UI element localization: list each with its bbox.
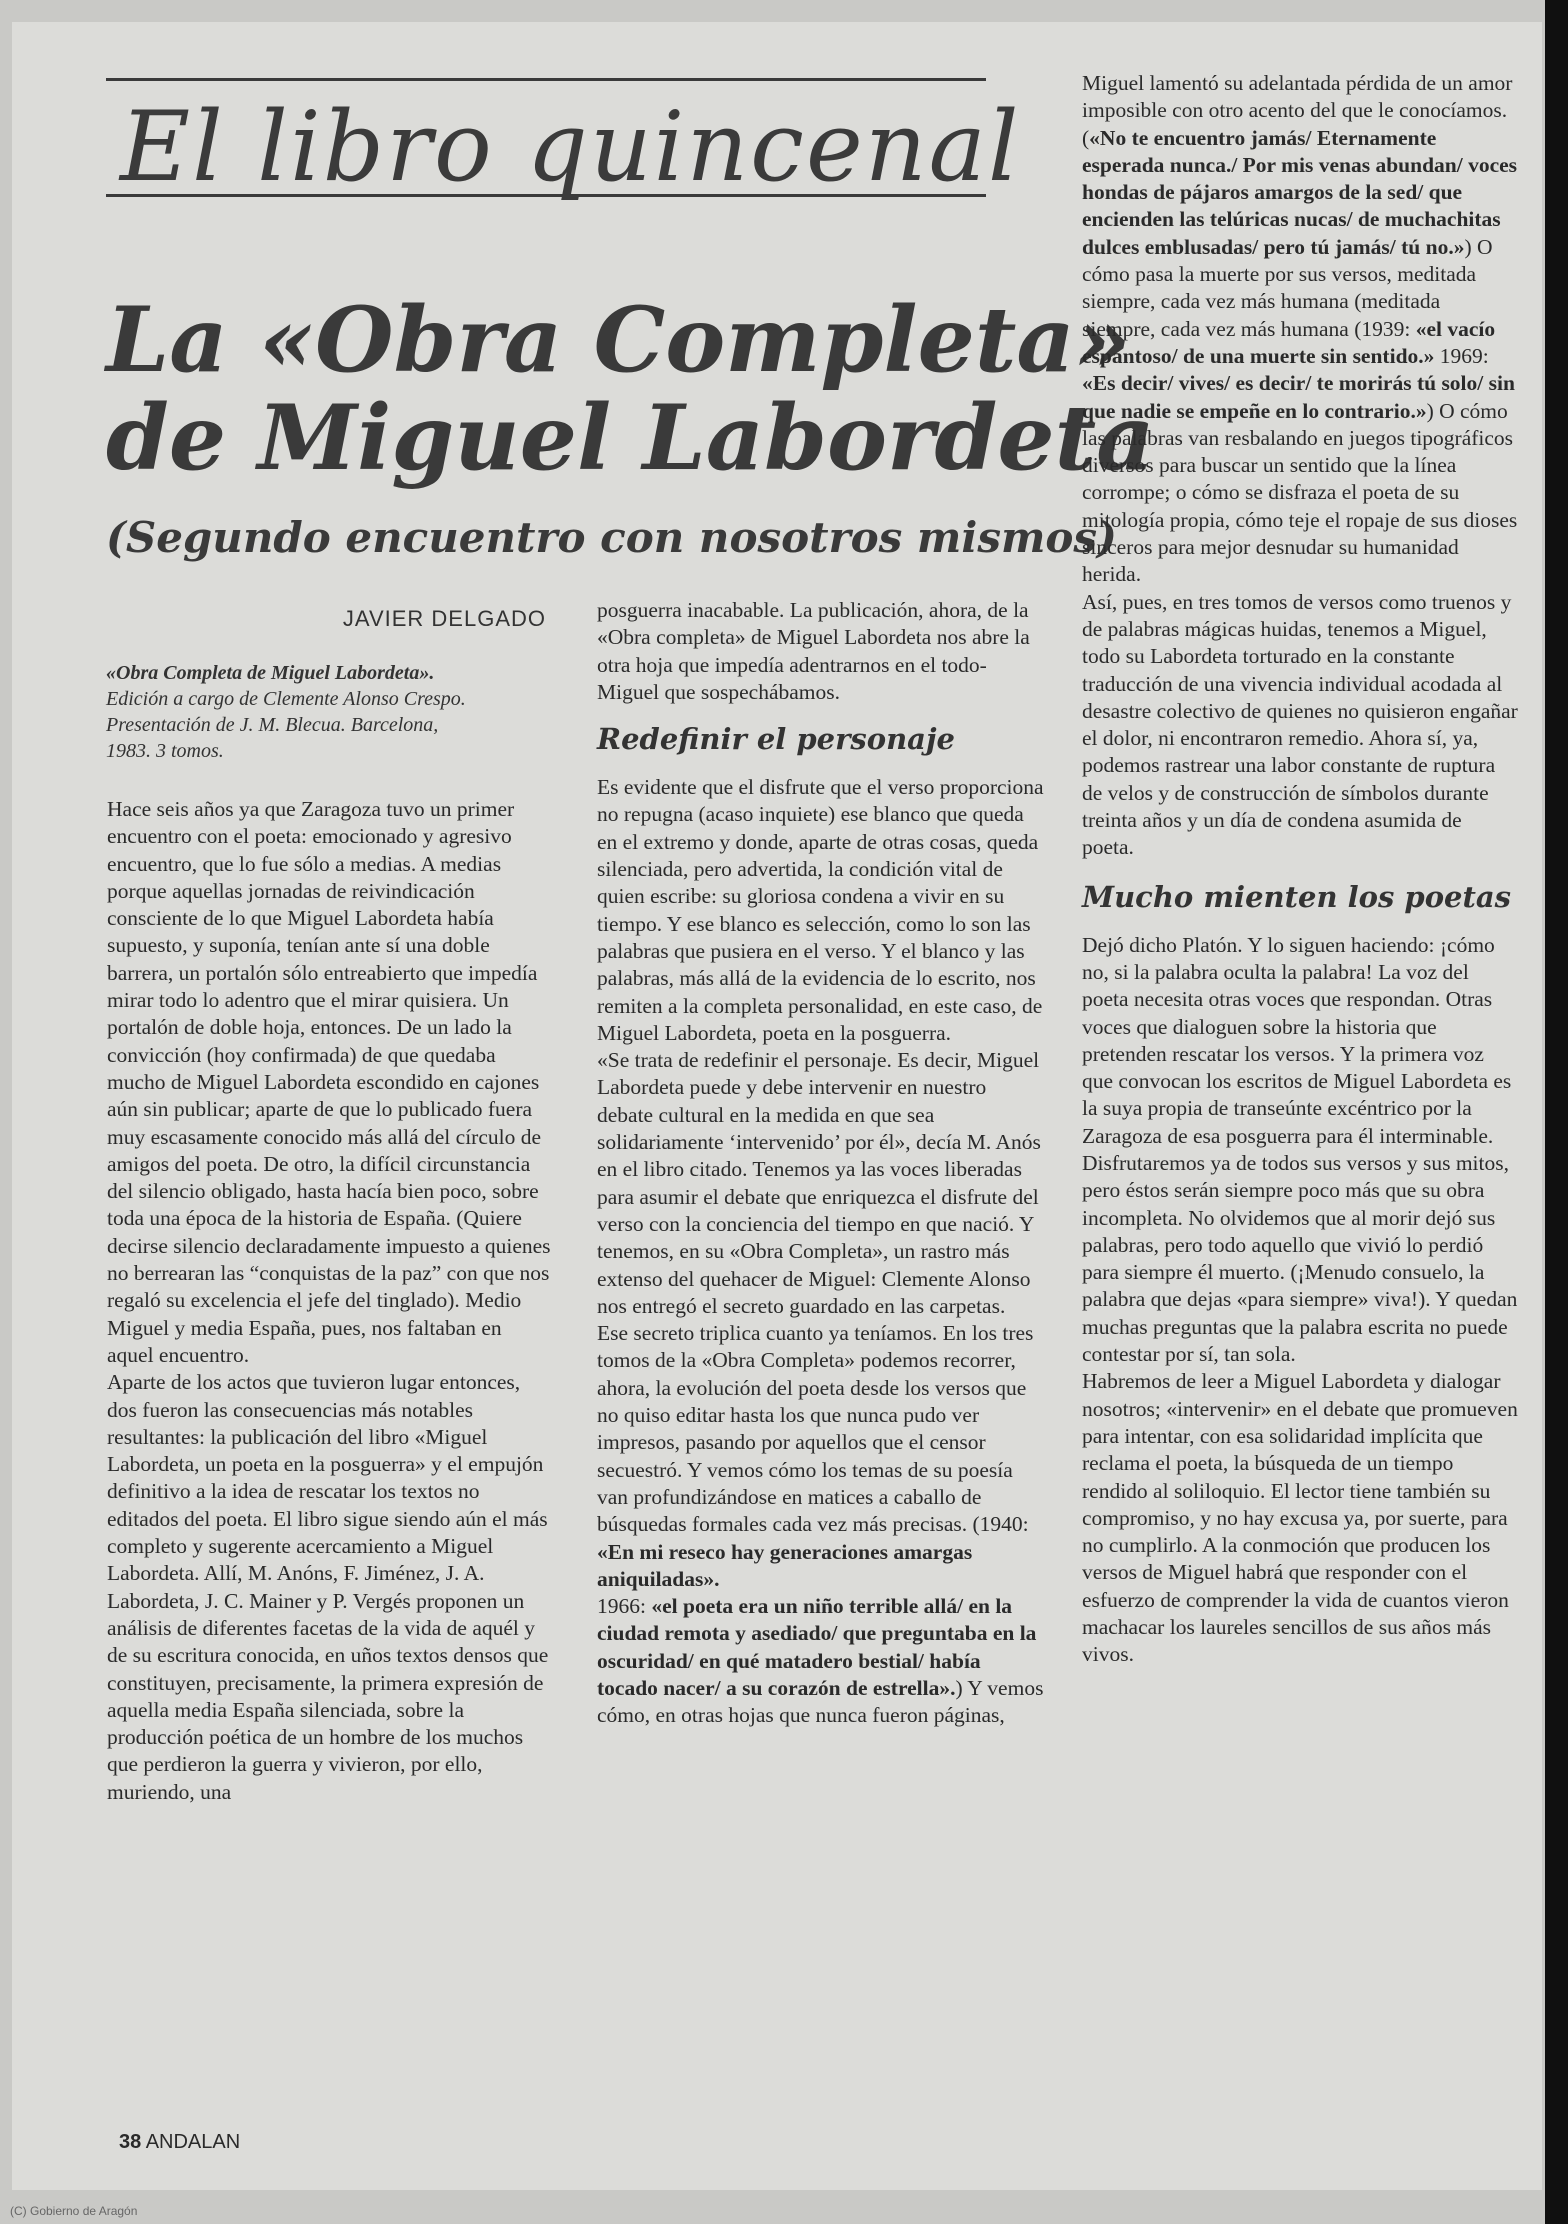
page-footer <box>119 2130 240 2154</box>
section-title: Mucho mienten los poetas <box>1082 879 1511 914</box>
bibliography-line: Presentación de J. M. Blecua. Barcelona, <box>106 714 439 736</box>
column-middle <box>597 597 1045 1730</box>
text-run: ) O cómo las palabras van resbalando en juegos tipográficos diversos para buscar un sentido que la línea corrompe; o cómo se disfraza el poeta de su mitología propia, cómo teje el ropaje de sus dioses sinceros para mejor desnudar su humanidad herida. <box>1082 398 1518 587</box>
bibliography-line: Edición a cargo de Clemente Alonso Crespo. <box>106 688 466 710</box>
paragraph <box>1082 70 1518 589</box>
headline-line-1: La «Obra Completa» <box>106 287 1131 393</box>
column-right <box>1082 70 1518 1669</box>
text-run: 1969: <box>1434 343 1489 368</box>
paragraph: Hace seis años ya que Zaragoza tuvo un primer encuentro con el poeta: emocionado y agresivo encuentro, que lo fue sólo a medias. A medias porque aquellas jornadas de reivindicación consciente de lo que Miguel Labordeta había supuesto, y suponía, tenían ante sí una doble barrera, un portalón sólo entreabierto que impedía mirar todo lo adentro que el mirar quisiera. Un portalón de doble hoja, entonces. De un lado la convicción (hoy confirmada) de que quedaba mucho de Miguel Labordeta escondido en cajones aún sin publicar; aparte de que lo publicado fuera muy escasamente conocido más allá del círculo de amigos del poeta. De otro, la difícil circunstancia del silencio obligado, hasta hacía bien poco, sobre toda una época de la historia de España. (Quiere decirse silencio declaradamente impuesto a quienes no berrearan las “conquistas de la paz” con que nos regaló su excelencia el jefe del tinglado). Medio Miguel y media España, pues, nos faltaban en aquel encuentro. <box>107 797 551 1367</box>
quote-year: 1966: <box>597 1594 652 1619</box>
poem-quote: «Es decir/ vives/ es decir/ te morirás tú solo/ sin que nadie se empeñe en lo contrario.» <box>1082 371 1515 423</box>
bibliography-line: 1983. 3 tomos. <box>106 740 224 762</box>
poem-quote: «No te encuentro jamás/ Eternamente esperada nunca./ Por mis venas abundan/ voces hondas de pájaros amargos de la sed/ que encienden las telúricas nucas/ de muchachitas dulces emblusadas/ pero tú jamás/ tú no.» <box>1082 125 1518 259</box>
copyright-watermark: (C) Gobierno de Aragón <box>10 2204 138 2218</box>
bibliography <box>106 660 566 764</box>
poem-quote: «el poeta era un niño terrible allá/ en la ciudad remota y asediado/ que preguntaba en la oscuridad/ en qué matadero bestial/ había tocado nacer/ a su corazón de estrella». <box>597 1594 1037 1700</box>
page-number: 38 <box>119 2131 142 2153</box>
poem-quote: «el vacío espantoso/ de una muerte sin sentido.» <box>1082 316 1496 368</box>
paragraph <box>597 1593 1045 1729</box>
paragraph: Aparte de los actos que tuvieron lugar entonces, dos fueron las consecuencias más notables resultantes: la publicación del libro «Miguel Labordeta, un poeta en la posguerra» y el empujón definitivo a la idea de rescatar los textos no editados del poeta. El libro sigue siendo aún el más completo y sugerente acercamiento a Miguel Labordeta. Allí, M. Anóns, F. Jiménez, J. A. Labordeta, J. C. Mainer y P. Vergés proponen un análisis de diferentes facetas de la vida de aquél y de su escritura conocida, en uños textos densos que constituyen, precisamente, la primera expresión de aquella media España silenciada, sobre la producción poética de un hombre de los muchos que perdieron la guerra y vivieron, por ello, muriendo, una <box>107 1370 549 1804</box>
text-run: Miguel lamentó su adelantada pérdida de un amor imposible con otro acento del que le conocíamos. ( <box>1082 71 1513 150</box>
paragraph: Es evidente que el disfrute que el verso proporciona no repugna (acaso inquiete) ese blanco que queda en el extremo y donde, aparte de otras cosas, queda silenciada, pero advertida, la condición vital de quien escribe: su gloriosa condena a vivir en su tiempo. Y ese blanco es selección, como lo son las palabras que pusiera en el verso. Y el blanco y las palabras, más allá de la evidencia de lo escrito, nos remiten a la completa personalidad, en este caso, de Miguel Labordeta, poeta en la posguerra. <box>597 775 1044 1045</box>
poem-quote: «En mi reseco hay generaciones amargas aniquiladas». <box>597 1539 973 1591</box>
header-rule-top <box>106 78 986 81</box>
section-kicker: El libro quincenal <box>120 91 1021 203</box>
author-byline: JAVIER DELGADO <box>342 606 546 631</box>
subtitle: (Segundo encuentro con nosotros mismos) <box>106 513 1117 562</box>
scan-edge <box>1545 0 1568 2224</box>
paragraph: Así, pues, en tres tomos de versos como truenos y de palabras mágicas huidas, tenemos a Miguel, todo su Labordeta torturado en la constante traducción de una vivencia individual acodada al desastre colectivo de quienes no quisieron engañar el dolor, ni encontraron remedio. Ahora sí, ya, podemos rastrear una labor constante de ruptura de velos y de construcción de símbolos durante treinta años y un día de condena asumida de poeta. <box>1082 589 1518 860</box>
column-left <box>107 796 553 1806</box>
paragraph: posguerra inacabable. La publicación, ahora, de la «Obra completa» de Miguel Labordeta nos abre la otra hoja que impedía adentrarnos en el todo-Miguel que sospechábamos. <box>597 598 1030 704</box>
paragraph: Habremos de leer a Miguel Labordeta y dialogar nosotros; «intervenir» en el debate que promueven para intentar, con esa solidaridad implícita que reclama el poeta, la búsqueda de un tiempo rendido al soliloquio. El lector tiene también su compromiso, y no hay excusa ya, por suerte, para no cumplirlo. A la conmoción que producen los versos de Miguel habrá que responder con el esfuerzo de comprender la vida de cuantos vieron machacar los laureles sencillos de sus años más vivos. <box>1082 1369 1518 1667</box>
text-run: ) O cómo pasa la muerte por sus versos, meditada siempre, cada vez más humana (meditada siempre, cada vez más humana (1939: <box>1082 234 1493 341</box>
publication-name: ANDALAN <box>145 2131 241 2153</box>
text-run: ) Y vemos cómo, en otras hojas que nunca fueron páginas, <box>597 1675 1044 1728</box>
section-title: Redefinir el personaje <box>597 722 955 757</box>
paragraph: Ese secreto triplica cuanto ya teníamos. En los tres tomos de la «Obra Completa» podemos recorrer, ahora, la evolución del poeta desde los versos que no quiso editar hasta los que nunca pudo ver impresos, pasando por aquellos que el censor secuestró. Y vemos cómo los temas de su poesía van profundizándose en matices a caballo de búsquedas formales cada vez más precisas. (1940: <box>597 1321 1034 1537</box>
bibliography-title: «Obra Completa de Miguel Labordeta». <box>106 662 435 684</box>
headline-line-2: de Miguel Labordeta <box>106 385 1155 491</box>
paragraph: «Se trata de redefinir el personaje. Es decir, Miguel Labordeta puede y debe intervenir en nuestro debate cultural en la medida en que sea solidariamente ‘intervenido’ por él», decía M. Anós en el libro citado. Tenemos ya las voces liberadas para asumir el debate que enriquezca el disfrute del verso con la conciencia del tiempo en que nació. Y tenemos, en su «Obra Completa», un rastro más extenso del quehacer de Miguel: Clemente Alonso nos entregó el secreto guardado en las carpetas. <box>597 1048 1041 1318</box>
paragraph: Dejó dicho Platón. Y lo siguen haciendo: ¡cómo no, si la palabra oculta la palabra! La voz del poeta necesita otras voces que respondan. Otras voces que dialoguen sobre la historia que pretenden rescatar los versos. Y la primera voz que convocan los escritos de Miguel Labordeta es la suya propia de transeúnte excéntrico por la Zaragoza de esa posguerra para él interminable. Disfrutaremos ya de todos sus versos y sus mitos, pero éstos serán siempre poco más que su obra incompleta. No olvidemos que al morir dejó sus palabras, pero todo aquello que vivió lo perdió para siempre él muerto. (¡Menudo consuelo, la palabra que dejas «para siempre» viva!). Y quedan muchas preguntas que la palabra escrita no puede contestar por sí, tan sola. <box>1082 932 1518 1367</box>
